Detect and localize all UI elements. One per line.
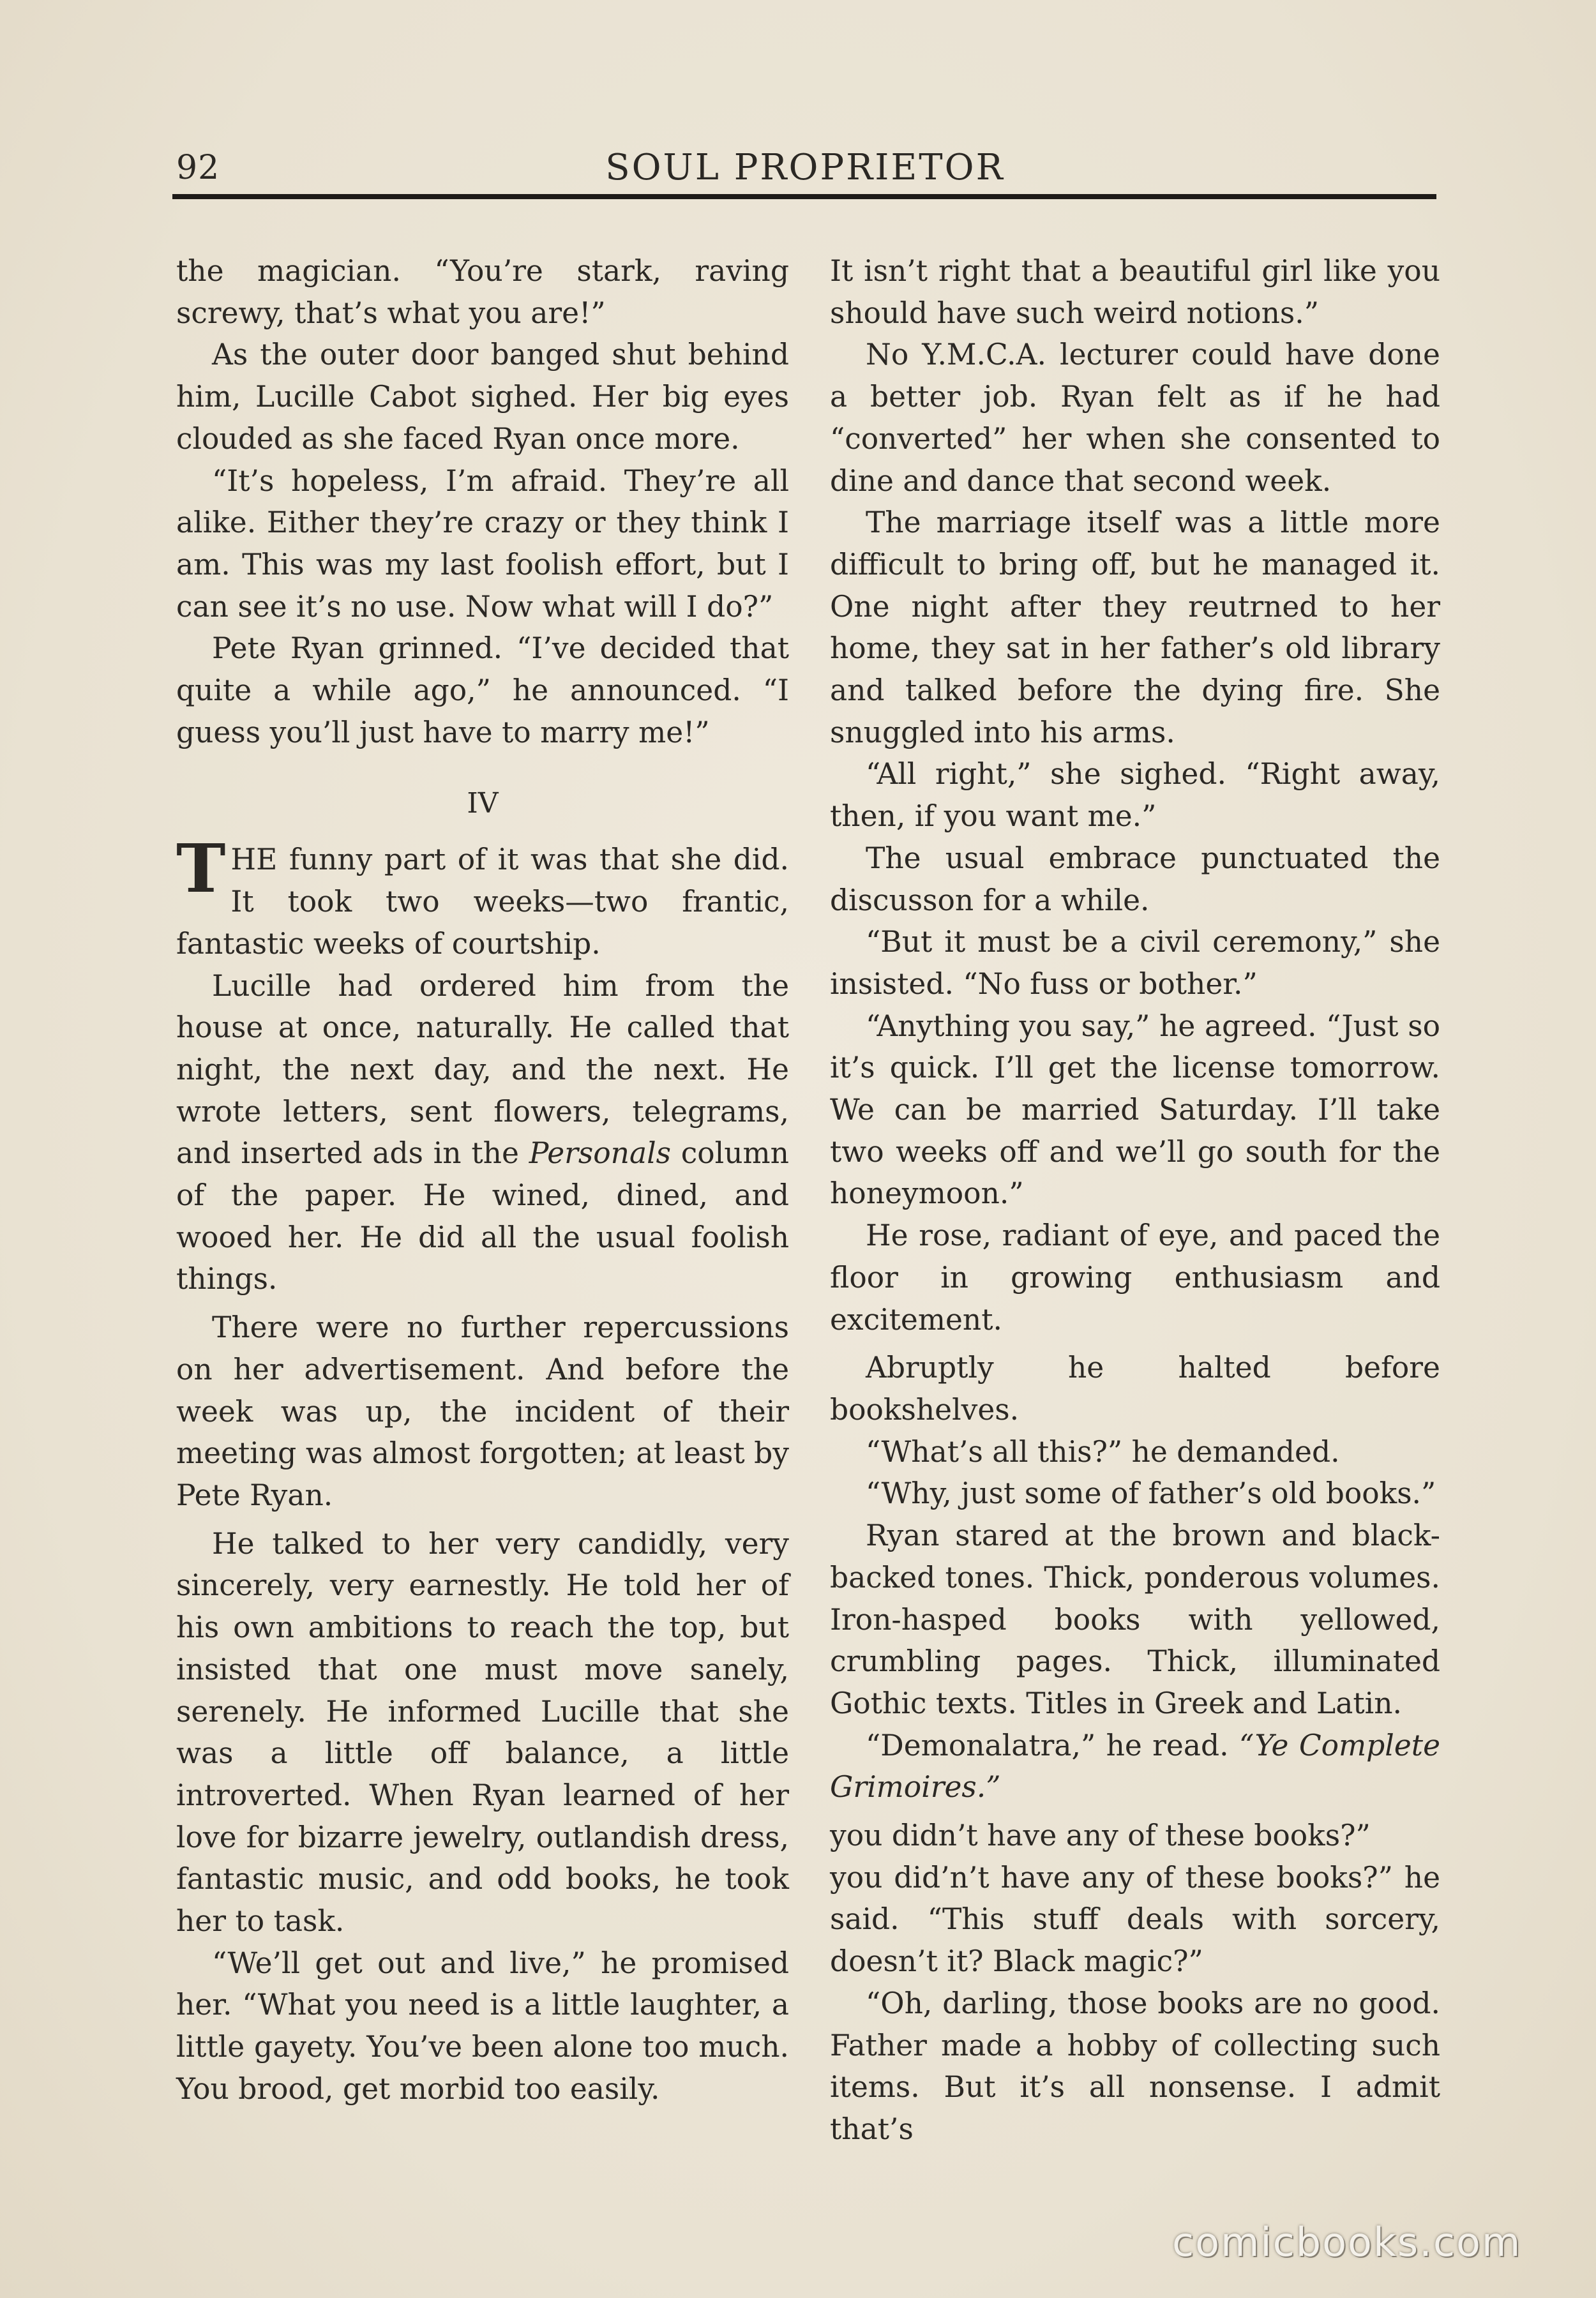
paragraph-text: column of the paper. He wined, dined, and wooed her. He did all the usual foolish things.: [176, 1136, 789, 1296]
paragraph: you did’n’t have any of these books?” he said. “This stuff deals with sorcery, doesn’t it? Black magic?”: [830, 1860, 1440, 1979]
paragraph-text: “Demonalatra,” he read.: [866, 1728, 1239, 1762]
paragraph: [176, 965, 789, 1301]
page-number: 92: [176, 149, 220, 187]
left-column: [176, 250, 789, 2110]
paragraph: “We’ll get out and live,” he promised her. “What you need is a little laughter, a little gayety. You’ve been alone too much. You brood, get morbid too easily.: [176, 1946, 789, 2106]
right-column: [830, 250, 1440, 2151]
paragraph: He talked to her very candidly, very sincerely, very earnestly. He told her of his own ambitions to reach the top, but insisted that one must move sanely, serenely. He informed Lucille that she was a little off balance, a little introverted. When Ryan learned of her love for bizarre jewelry, outlandish dress, fantastic music, and odd books, he took her to task.: [176, 1526, 789, 1939]
italic-text: Personals: [529, 1136, 672, 1171]
paragraph: “Why, just some of father’s old books.”: [866, 1476, 1436, 1511]
section-heading: IV: [467, 787, 499, 820]
paragraph: “Anything you say,” he agreed. “Just so it’s quick. I’ll get the license tomorrow. We can be married Saturday. I’ll take two weeks off and we’ll go south for the honeymoon.”: [830, 1009, 1440, 1211]
paragraph-text: HE funny part of it was that she did. It took two weeks—two frantic, fantastic weeks of courtship.: [176, 843, 789, 961]
paragraph: It isn’t right that a beautiful girl like you should have such weird notions.”: [830, 254, 1440, 330]
drop-cap: T: [176, 829, 226, 908]
paragraph: “All right,” she sighed. “Right away, then, if you want me.”: [830, 757, 1440, 834]
paragraph: Pete Ryan grinned. “I’ve decided that quite a while ago,” he announced. “I guess you’ll just have to marry me!”: [176, 631, 789, 749]
paragraph: the magician. “You’re stark, raving screwy, that’s what you are!”: [176, 254, 789, 330]
page-header: [176, 146, 1434, 190]
paragraph: He rose, radiant of eye, and paced the floor in growing enthusiasm and excitement.: [830, 1219, 1440, 1337]
paragraph: [830, 1725, 1440, 1808]
running-head: SOUL PROPRIETOR: [605, 147, 1005, 188]
paragraph: No Y.M.C.A. lecturer could have done a better job. Ryan felt as if he had “converted” her when she consented to dine and dance that second week.: [830, 338, 1440, 498]
paragraph: As the outer door banged shut behind him, Lucille Cabot sighed. Her big eyes clouded as she faced Ryan once more.: [176, 338, 789, 456]
italic-text: “Ye Complete Grimoires.”: [830, 1728, 1440, 1805]
paragraph-text: Lucille had ordered him from the house at once, naturally. He called that night, the next day, and the next. He wrote letters, sent flowers, telegrams, and inserted ads in the: [176, 968, 789, 1171]
paragraph: you didn’t have any of these books?”: [830, 1819, 1371, 1853]
paragraph: “But it must be a civil ceremony,” she insisted. “No fuss or bother.”: [830, 925, 1440, 1001]
paragraph: The usual embrace punctuated the discusson for a while.: [830, 841, 1440, 917]
watermark-logo: comicbooks.com: [1172, 2219, 1522, 2265]
paragraph: Ryan stared at the brown and black-backed tones. Thick, ponderous volumes. Iron-hasped books with yellowed, crumbling pages. Thick, illuminated Gothic texts. Titles in Greek and Latin.: [830, 1519, 1440, 1720]
paragraph: “It’s hopeless, I’m afraid. They’re all alike. Either they’re crazy or they think I am. This was my last foolish effort, but I can see it’s no use. Now what will I do?”: [176, 463, 789, 624]
paragraph: “Oh, darling, those books are no good. Father made a hobby of collecting such items. But it’s all nonsense. I admit that’s: [830, 1986, 1440, 2146]
paragraph: There were no further repercussions on her advertisement. And before the week was up, the incident of their meeting was almost forgotten; at least by Pete Ryan.: [176, 1310, 789, 1512]
paragraph: “What’s all this?” he demanded.: [866, 1434, 1340, 1469]
paragraph: Abruptly he halted before bookshelves.: [830, 1351, 1440, 1427]
paragraph-dropcap: [176, 829, 789, 965]
header-rule: [172, 194, 1436, 199]
paragraph: The marriage itself was a little more difficult to bring off, but he managed it. One night after they reutrned to her home, they sat in her father’s old library and talked before the dying fire. She snuggled into his arms.: [830, 506, 1440, 749]
